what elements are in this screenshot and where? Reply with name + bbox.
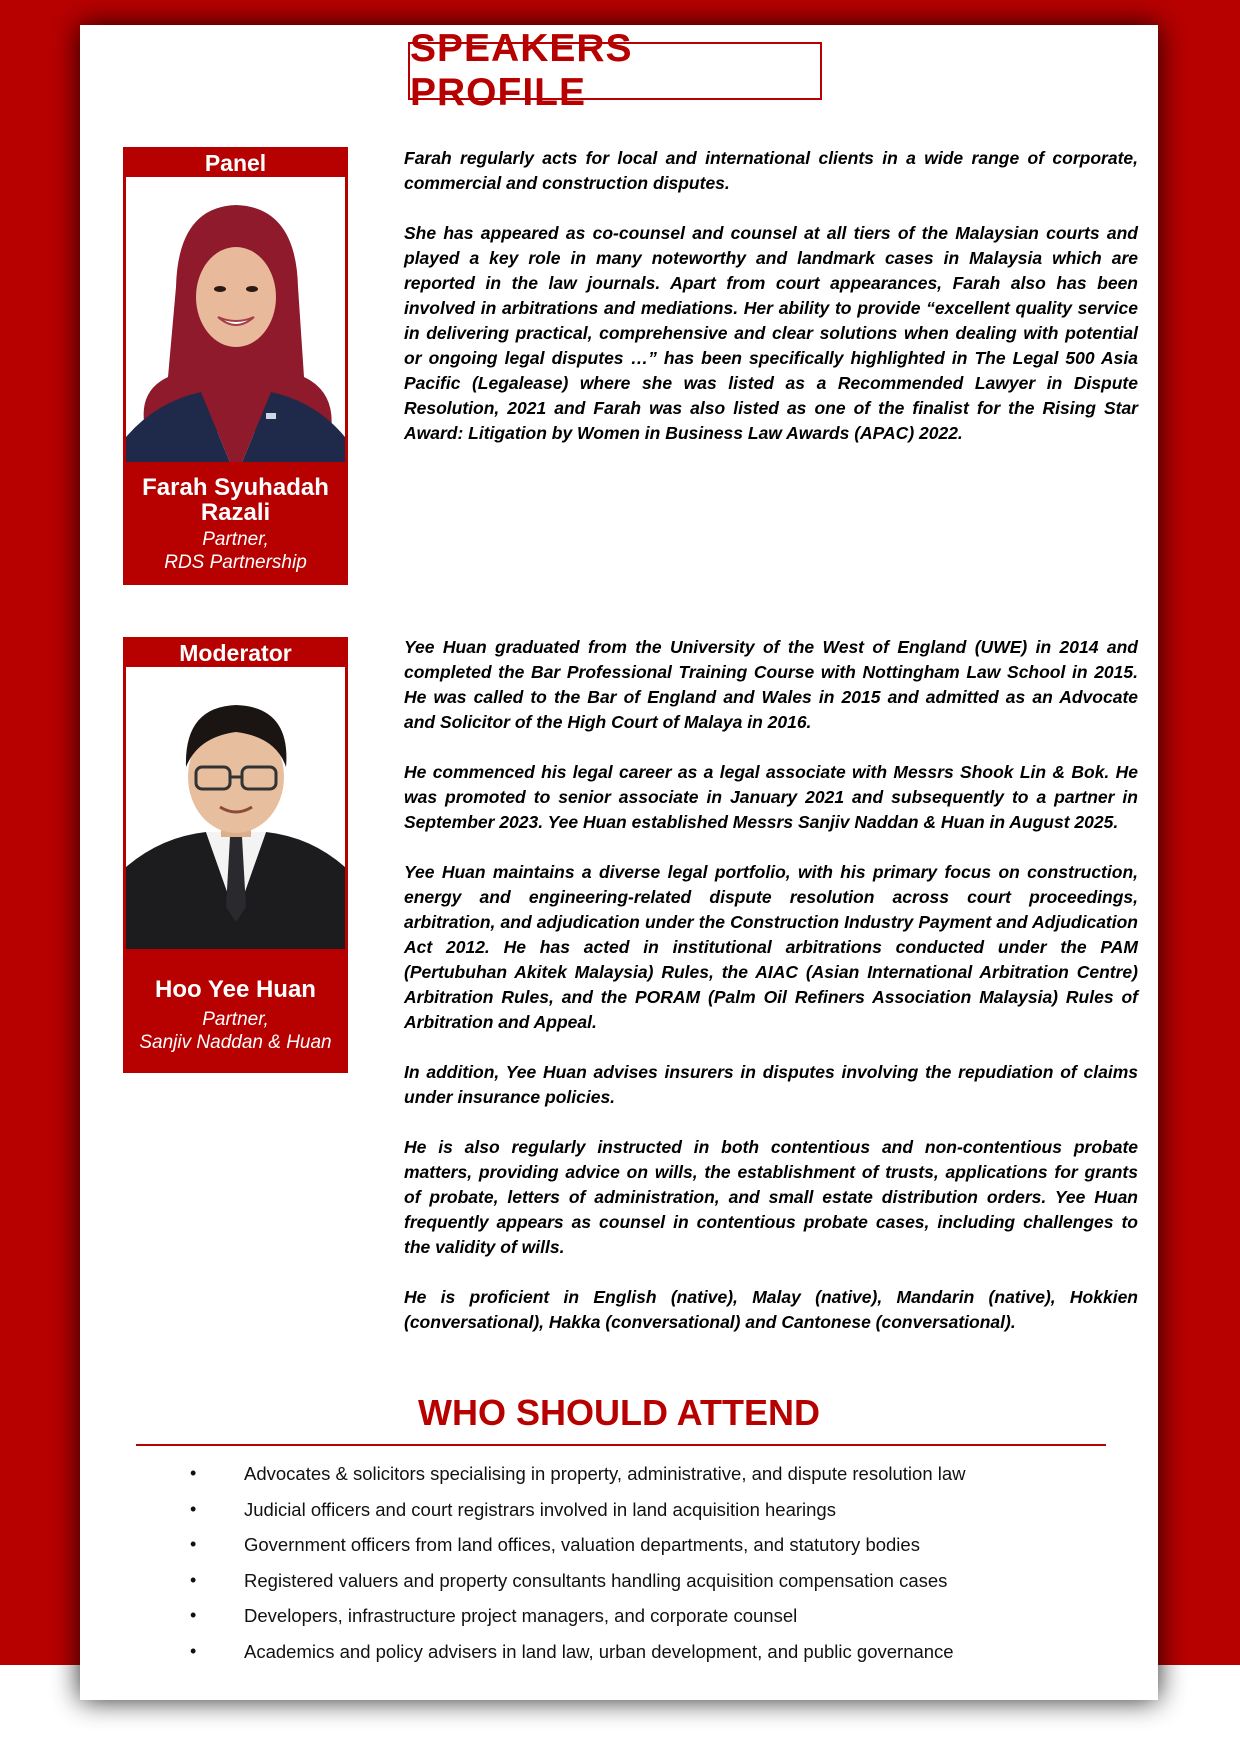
list-item	[190, 1527, 1130, 1563]
list-item-text: Advocates & solicitors specialising in property, administrative, and dispute resolution law	[244, 1463, 966, 1484]
list-item-text: Government officers from land offices, valuation departments, and statutory bodies	[244, 1534, 920, 1555]
speaker-title: Partner,	[202, 1009, 269, 1030]
speaker-name-area	[126, 949, 345, 1070]
bio-paragraph: He is also regularly instructed in both contentious and non-contentious probate matters, providing advice on wills, the establishment of trusts, applications for grants of probate, letters of administration, and small estate distribution orders. Yee Huan frequently appears as counsel in contentious probate cases, including challenges to the validity of wills.	[404, 1137, 1138, 1257]
speaker-firm: Sanjiv Naddan & Huan	[139, 1032, 332, 1053]
attendee-list	[190, 1456, 1130, 1669]
bio-paragraph: He is proficient in English (native), Malay (native), Mandarin (native), Hokkien (conversational), Hakka (conversational) and Cantonese (conversational).	[404, 1287, 1138, 1332]
bio-paragraph: In addition, Yee Huan advises insurers in disputes involving the repudiation of claims under insurance policies.	[404, 1062, 1138, 1107]
speaker-photo-hoo	[126, 667, 345, 952]
list-item	[190, 1492, 1130, 1528]
brochure-page	[80, 25, 1158, 1700]
bio-paragraph: He commenced his legal career as a legal associate with Messrs Shook Lin & Bok. He was promoted to senior associate in January 2021 and subsequently to a partner in September 2023. Yee Huan established Messrs Sanjiv Naddan & Huan in August 2025.	[404, 762, 1138, 832]
speaker-bio-farah	[404, 146, 1138, 446]
list-item-text: Developers, infrastructure project managers, and corporate counsel	[244, 1605, 798, 1626]
list-item-text: Academics and policy advisers in land law, urban development, and public governance	[244, 1640, 954, 1662]
bullet-icon: •	[190, 1640, 197, 1661]
list-item	[190, 1563, 1130, 1599]
speaker-name: Hoo Yee Huan	[155, 976, 316, 1003]
bullet-icon: •	[190, 1534, 197, 1554]
speaker-name: Farah Syuhadah Razali	[142, 474, 329, 526]
bullet-icon: •	[190, 1498, 197, 1519]
speaker-name-area	[126, 462, 345, 582]
bio-paragraph: Yee Huan maintains a diverse legal portfolio, with his primary focus on construction, energy and engineering-related dispute resolution across court proceedings, arbitration, and adjudication under the Construction Industry Payment and Adjudication Act 2012. He has acted in institutional arbitrations conducted under the PAM (Pertubuhan Akitek Malaysia) Rules, the AIAC (Asian International Arbitration Centre) Arbitration Rules, and the PORAM (Palm Oil Refiners Association Malaysia) Rules of Arbitration and Appeal.	[404, 862, 1138, 1032]
section-title-who-should-attend: WHO SHOULD ATTEND	[418, 1392, 820, 1433]
bullet-icon: •	[190, 1569, 197, 1590]
speaker-card-panel	[123, 147, 348, 585]
list-item	[190, 1456, 1130, 1492]
page-title-box	[408, 27, 822, 114]
bio-paragraph: Farah regularly acts for local and international clients in a wide range of corporate, commercial and construction disputes.	[404, 148, 1138, 193]
list-item	[190, 1598, 1130, 1634]
bullet-icon: •	[190, 1605, 197, 1625]
speaker-role-label: Panel	[126, 150, 345, 177]
list-item-text: Registered valuers and property consultants handling acquisition compensation cases	[244, 1569, 948, 1591]
speaker-role-label: Moderator	[126, 640, 345, 667]
bio-paragraph: She has appeared as co-counsel and counsel at all tiers of the Malaysian courts and played a key role in many noteworthy and landmark cases in Malaysia which are reported in the law journals. Apart from court appearances, Farah also has been involved in arbitrations and mediations. Her ability to provide “excellent quality service in delivering practical, comprehensive and clear solutions when dealing with potential or ongoing legal disputes …” has been specifically highlighted in The Legal 500 Asia Pacific (Legalease) where she was listed as a Recommended Lawyer in Dispute Resolution, 2021 and Farah was also listed as one of the finalist for the Rising Star Award: Litigation by Women in Business Law Awards (APAC) 2022.	[404, 223, 1138, 443]
list-item-text: Judicial officers and court registrars involved in land acquisition hearings	[244, 1498, 836, 1520]
bullet-icon: •	[190, 1463, 197, 1483]
bio-paragraph: Yee Huan graduated from the University of the West of England (UWE) in 2014 and completed the Bar Professional Training Course with Nottingham Law School in 2015. He was called to the Bar of England and Wales in 2015 and admitted as an Advocate and Solicitor of the High Court of Malaya in 2016.	[404, 637, 1138, 732]
section-divider	[136, 1444, 1106, 1446]
list-item	[190, 1634, 1130, 1670]
speaker-bio-hoo	[404, 635, 1138, 1335]
page-title: SPEAKERS PROFILE	[410, 27, 633, 114]
speaker-firm: RDS Partnership	[164, 552, 307, 573]
speaker-card-moderator	[123, 637, 348, 1073]
speaker-portrait-man	[126, 667, 345, 952]
speaker-title: Partner,	[202, 529, 269, 550]
